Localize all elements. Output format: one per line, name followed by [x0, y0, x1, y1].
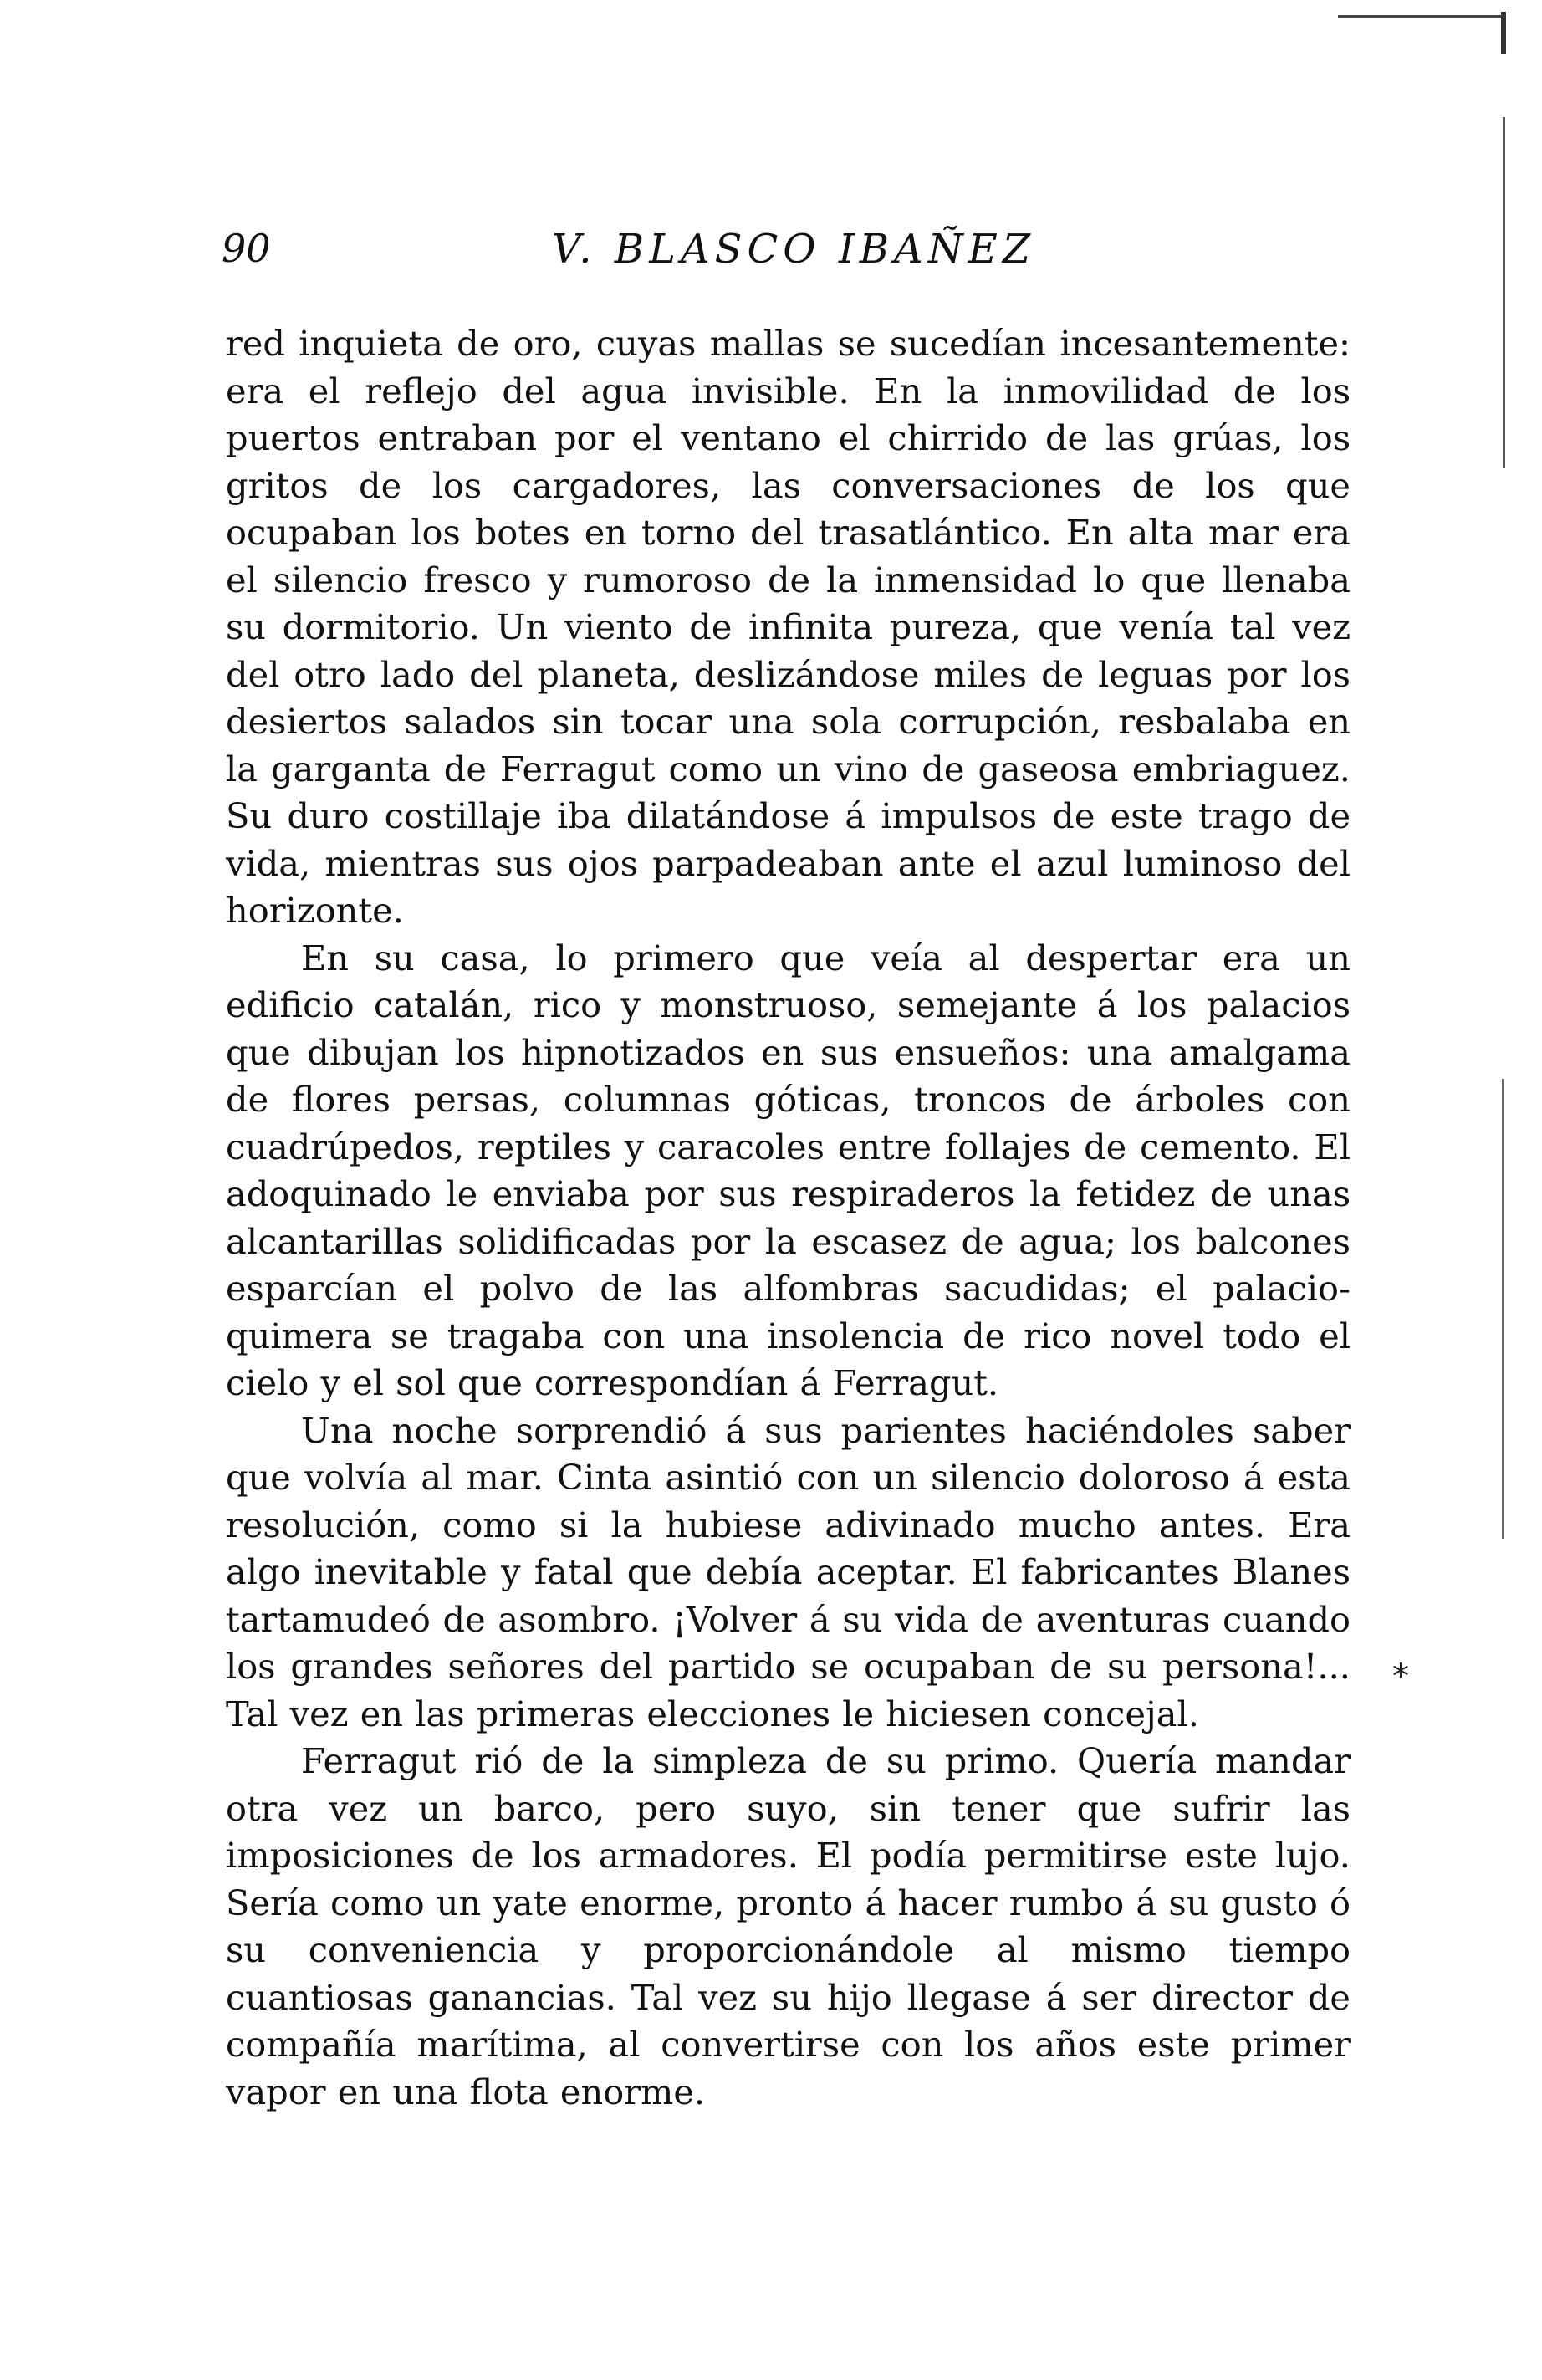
margin-asterisk-mark: * [1392, 1657, 1409, 1696]
page-header [222, 226, 1355, 284]
paragraph-1: red inquieta de oro, cuyas mallas se sucedían incesantemente: era el reflejo del agua invisible. En la inmovilidad de los puertos entraban por el ventano el chirrido de las grúas, los gritos de los cargadores, las conversaciones de los que ocupaban los botes en torno del trasatlántico. En alta mar era el silencio fresco y rumoroso de la inmensidad lo que llenaba su dormitorio. Un viento de infinita pureza, que venía tal vez del otro lado del planeta, deslizándose miles de leguas por los desiertos salados sin tocar una sola corrupción, resbalaba en la garganta de Ferragut como un vino de gaseosa embriaguez. Su duro costillaje iba dilatándose á impulsos de este trago de vida, mientras sus ojos parpadeaban ante el azul luminoso del horizonte. [226, 323, 1351, 931]
top-edge-rule [1338, 15, 1505, 18]
spine-shadow-upper [1503, 117, 1505, 468]
paragraph-3: Una noche sorprendió á sus parientes haciéndoles saber que volvía al mar. Cinta asintió con un silencio doloroso á esta resolución, como si la hubiese adivinado mucho antes. Era algo inevitable y fatal que debía aceptar. El fabricantes Blanes tartamudeó de asombro. ¡Volver á su vida de aventuras cuando los grandes señores del partido se ocupaban de su persona!... Tal vez en las primeras elecciones le hiciesen concejal. [226, 1409, 1351, 1734]
paragraph-4: Ferragut rió de la simpleza de su primo. Quería mandar otra vez un barco, pero suyo, sin tener que sufrir las imposiciones de los armadores. El podía permitirse este lujo. Sería como un yate enorme, pronto á hacer rumbo á su gusto ó su conveniencia y proporcionándole al mismo tiempo cuantiosas ganancias. Tal vez su hijo llegase á ser director de compañía marítima, al convertirse con los años este primer vapor en una flota enorme. [226, 1740, 1351, 2112]
top-edge-rule-end [1501, 12, 1506, 54]
page-number: 90 [222, 226, 271, 271]
running-head-author: V. BLASCO IBAÑEZ [552, 226, 1036, 273]
paragraph-2: En su casa, lo primero que veía al despertar era un edificio catalán, rico y monstruoso, semejante á los palacios que dibujan los hipnotizados en sus ensueños: una amalgama de flores persas, columnas góticas, troncos de árboles con cuadrúpedos, reptiles y caracoles entre follajes de cemento. El adoquinado le enviaba por sus respiraderos la fetidez de unas alcantarillas solidificadas por la escasez de agua; los balcones esparcían el polvo de las alfombras sacudidas; el palacio-quimera se tragaba con una insolencia de rico novel todo el cielo y el sol que correspondían á Ferragut. [226, 937, 1351, 1403]
spine-shadow-lower [1502, 1079, 1504, 1539]
body-text [226, 320, 1351, 2116]
